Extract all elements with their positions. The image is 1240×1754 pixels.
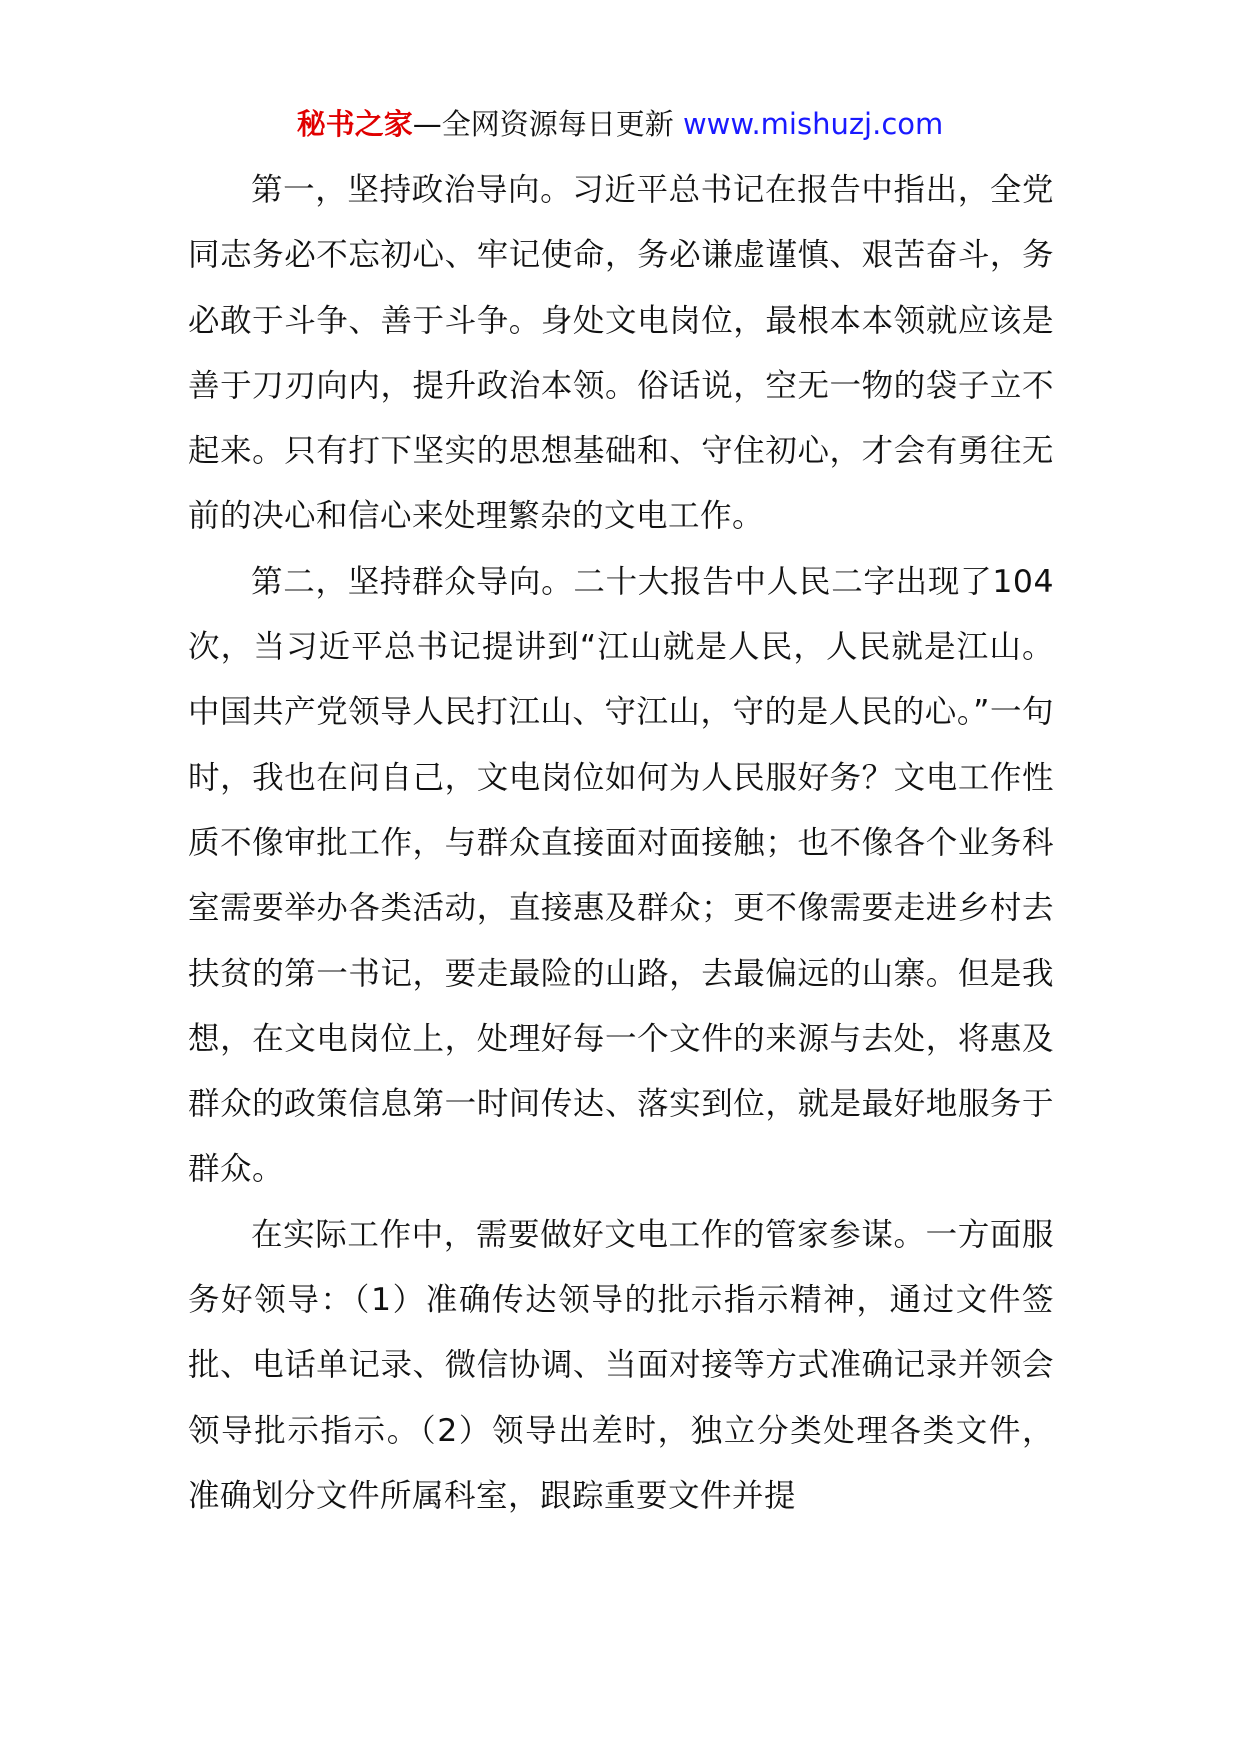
brand-name: 秘书之家 (296, 107, 413, 141)
site-watermark-header (0, 100, 1240, 148)
paragraph-mass-orientation: 第二，坚持群众导向。二十大报告中人民二字出现了104次，当习近平总书记提讲到“江山就是人民，人民就是江山。中国共产党领导人民打江山、守江山，守的是人民的心。”一句时，我也在问自己，文电岗位如何为人民服好务？文电工作性质不像审批工作，与群众直接面对面接触；也不像各个业务科室需要举办各类活动，直接惠及群众；更不像需要走进乡村去扶贫的第一书记，要走最险的山路，去最偏远的山寨。但是我想，在文电岗位上，处理好每一个文件的来源与去处，将惠及群众的政策信息第一时间传达、落实到位，就是最好地服务于群众。 (188, 563, 1054, 1188)
site-url-link[interactable]: www.mishuzj.com (682, 107, 944, 141)
paragraph-political-orientation: 第一，坚持政治导向。习近平总书记在报告中指出，全党同志务必不忘初心、牢记使命，务必谦虚谨慎、艰苦奋斗，务必敢于斗争、善于斗争。身处文电岗位，最根本本领就应该是善于刀刃向内，提升政治本领。俗话说，空无一物的袋子立不起来。只有打下坚实的思想基础和、守住初心，才会有勇往无前的决心和信心来处理繁杂的文电工作。 (188, 172, 1054, 535)
header-tagline: —全网资源每日更新 (412, 107, 683, 141)
paragraph-practical-work: 在实际工作中，需要做好文电工作的管家参谋。一方面服务好领导：（1）准确传达领导的批示指示精神，通过文件签批、电话单记录、微信协调、当面对接等方式准确记录并领会领导批示指示。（2）领导出差时，独立分类处理各类文件，准确划分文件所属科室，跟踪重要文件并提 (188, 1216, 1054, 1514)
document-body (188, 158, 1054, 1529)
